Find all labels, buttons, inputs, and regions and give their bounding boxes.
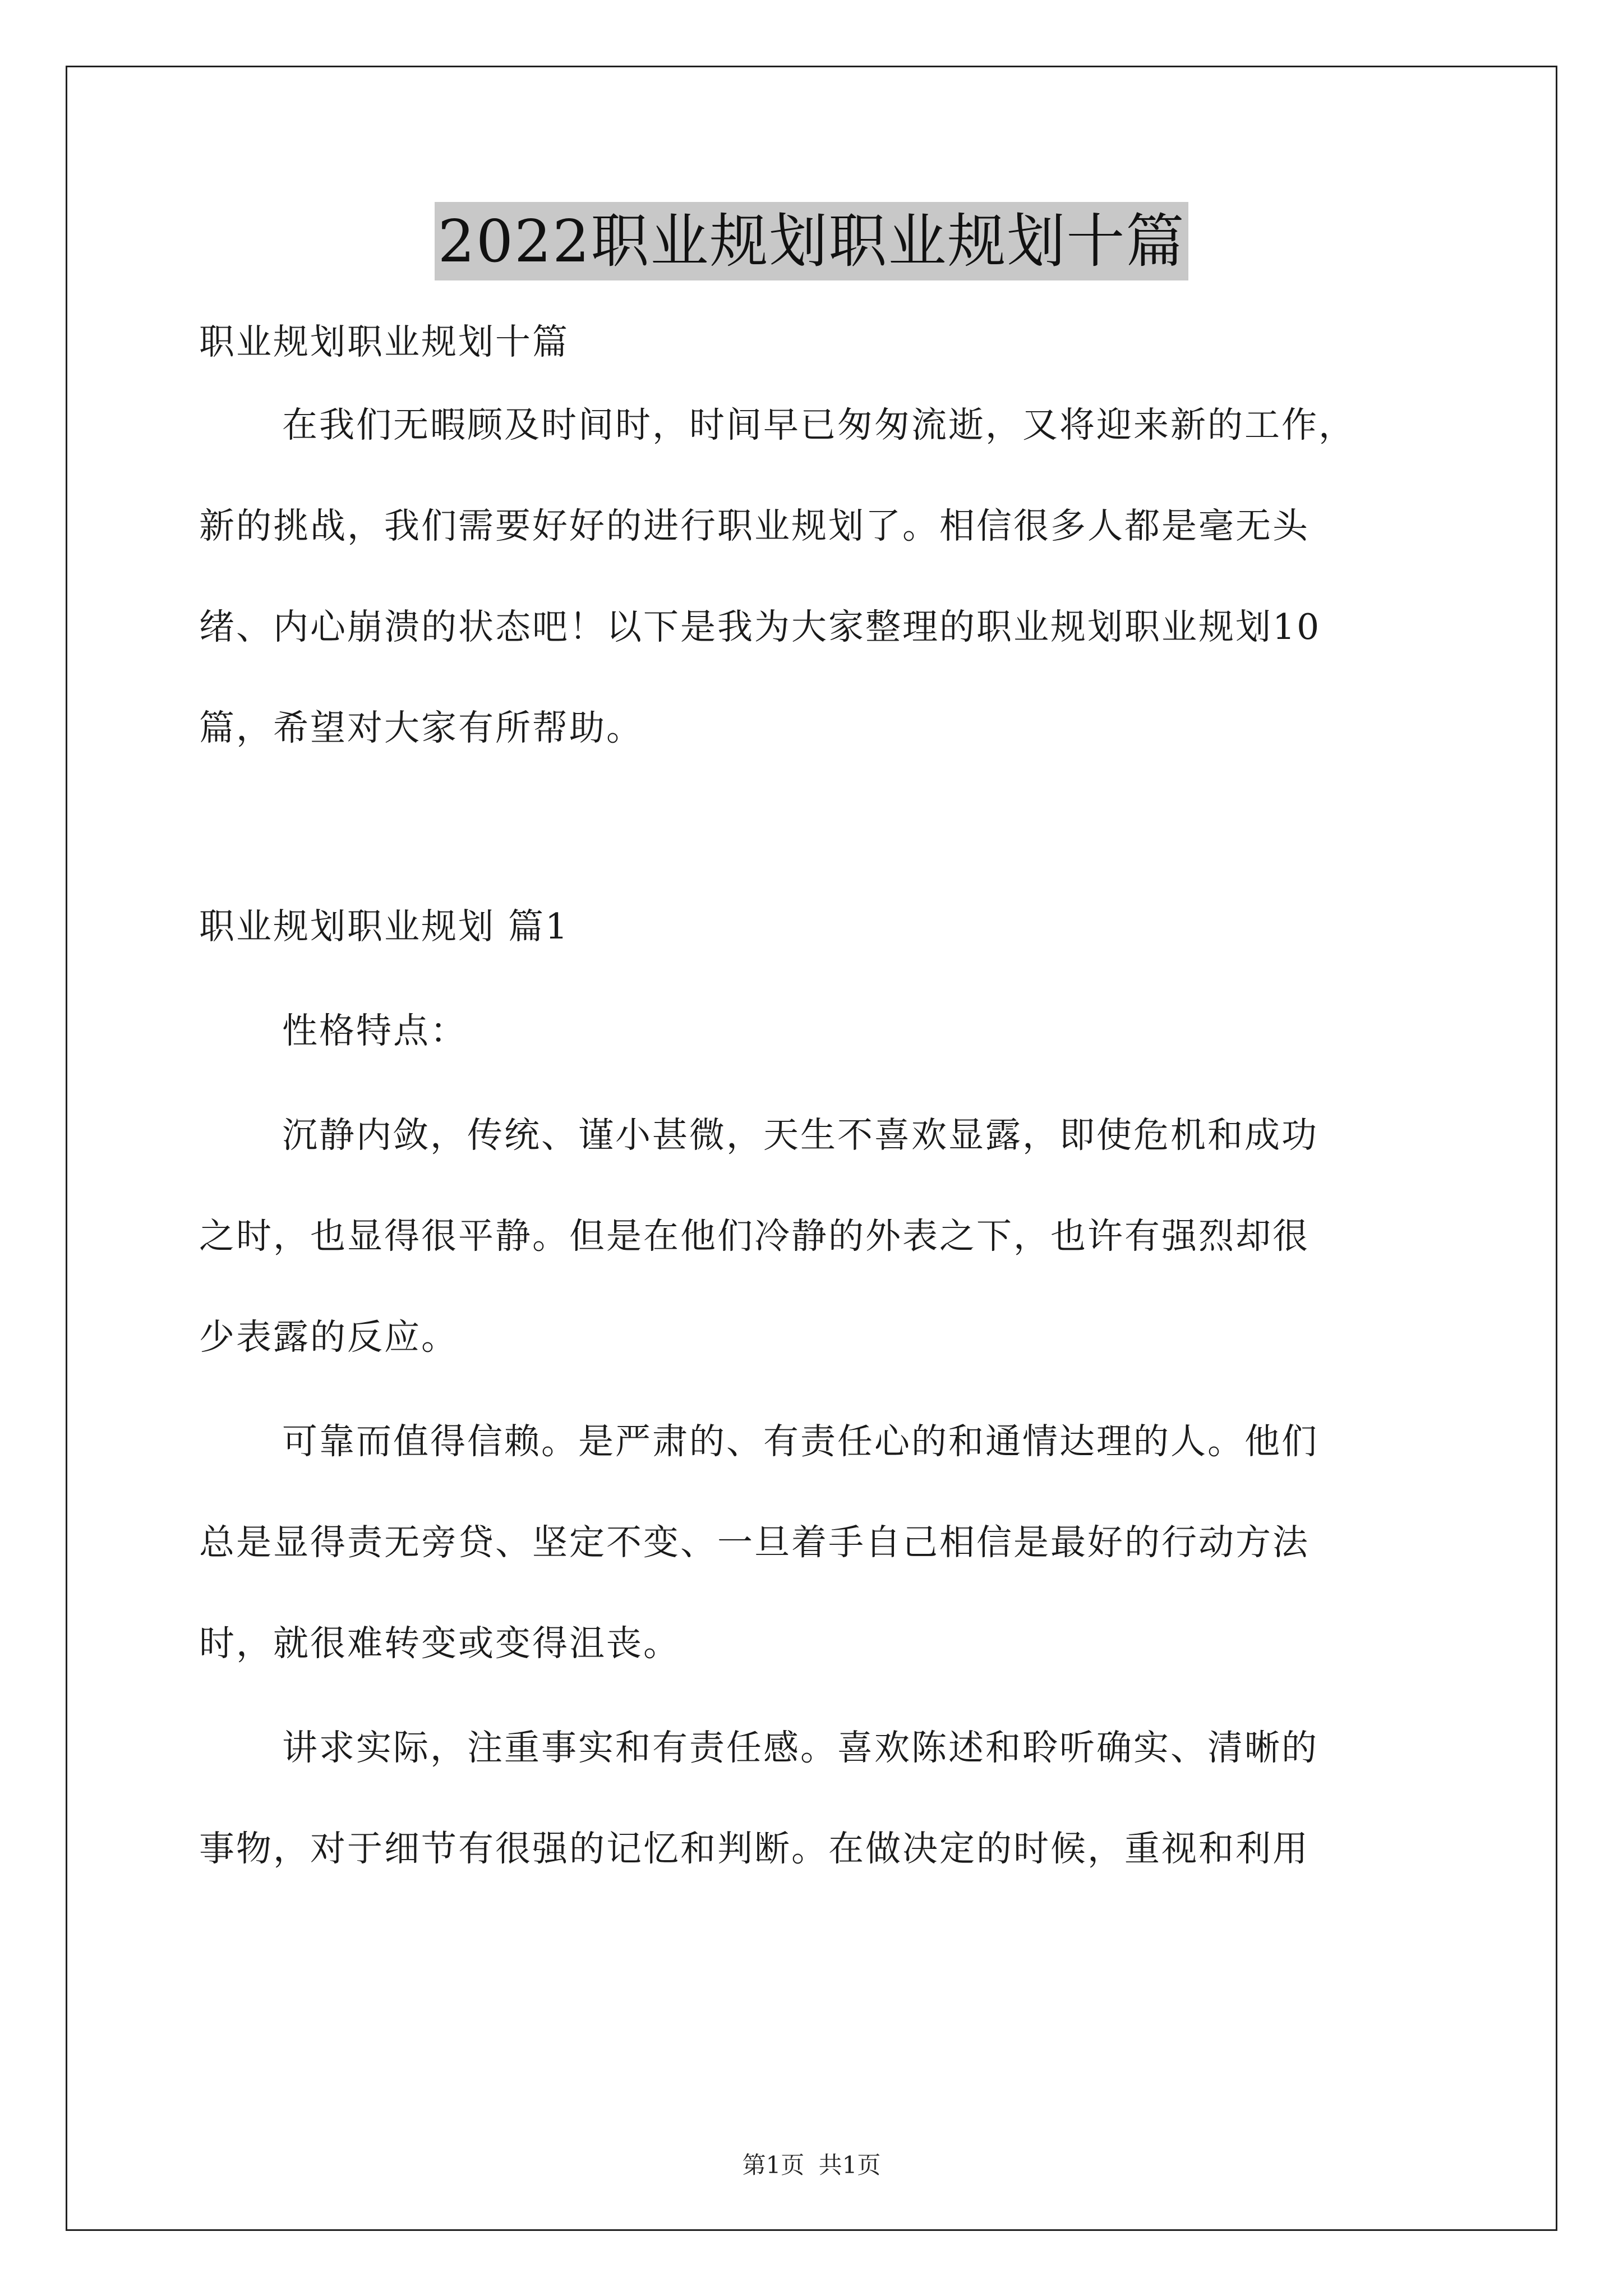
- page-footer: [0, 2148, 1623, 2182]
- section-heading: 职业规划职业规划 篇1: [199, 906, 570, 947]
- document-body: [199, 314, 1433, 1877]
- intro-line: 在我们无暇顾及时间时，时间早已匆匆流逝，又将迎来新的工作，: [282, 404, 1355, 445]
- paragraph-line: 事物，对于细节有很强的记忆和判断。在做决定的时候，重视和利用: [199, 1828, 1310, 1869]
- paragraph-1: [199, 1107, 1433, 1365]
- paragraph-line: 时，就很难转变或变得沮丧。: [199, 1623, 680, 1664]
- intro-line: 新的挑战，我们需要好好的进行职业规划了。相信很多人都是毫无头: [199, 505, 1310, 546]
- traits-label: 性格特点：: [282, 1010, 467, 1051]
- paragraph-line: 沉静内敛，传统、谨小甚微，天生不喜欢显露，即使危机和成功: [282, 1115, 1318, 1156]
- paragraph-line: 讲求实际，注重事实和有责任感。喜欢陈述和聆听确实、清晰的: [282, 1727, 1318, 1768]
- paragraph-line: 之时，也显得很平静。但是在他们冷静的外表之下，也许有强烈却很: [199, 1216, 1310, 1257]
- page-number-current: 第1页: [742, 2151, 805, 2179]
- paragraph-line: 可靠而值得信赖。是严肃的、有责任心的和通情达理的人。他们: [282, 1421, 1318, 1462]
- paragraph-line: 总是显得责无旁贷、坚定不变、一旦着手自己相信是最好的行动方法: [199, 1522, 1310, 1563]
- document-title: 2022职业规划职业规划十篇: [435, 202, 1189, 280]
- intro-paragraph: [199, 397, 1433, 756]
- subtitle: 职业规划职业规划十篇: [199, 321, 569, 362]
- paragraph-3: [199, 1720, 1433, 1877]
- paragraph-line: 少表露的反应。: [199, 1317, 458, 1358]
- paragraph-2: [199, 1414, 1433, 1672]
- title-container: [0, 202, 1623, 280]
- page-number-total: 共1页: [818, 2151, 881, 2179]
- intro-line: 绪、内心崩溃的状态吧！以下是我为大家整理的职业规划职业规划10: [199, 606, 1321, 647]
- intro-line: 篇，希望对大家有所帮助。: [199, 707, 643, 748]
